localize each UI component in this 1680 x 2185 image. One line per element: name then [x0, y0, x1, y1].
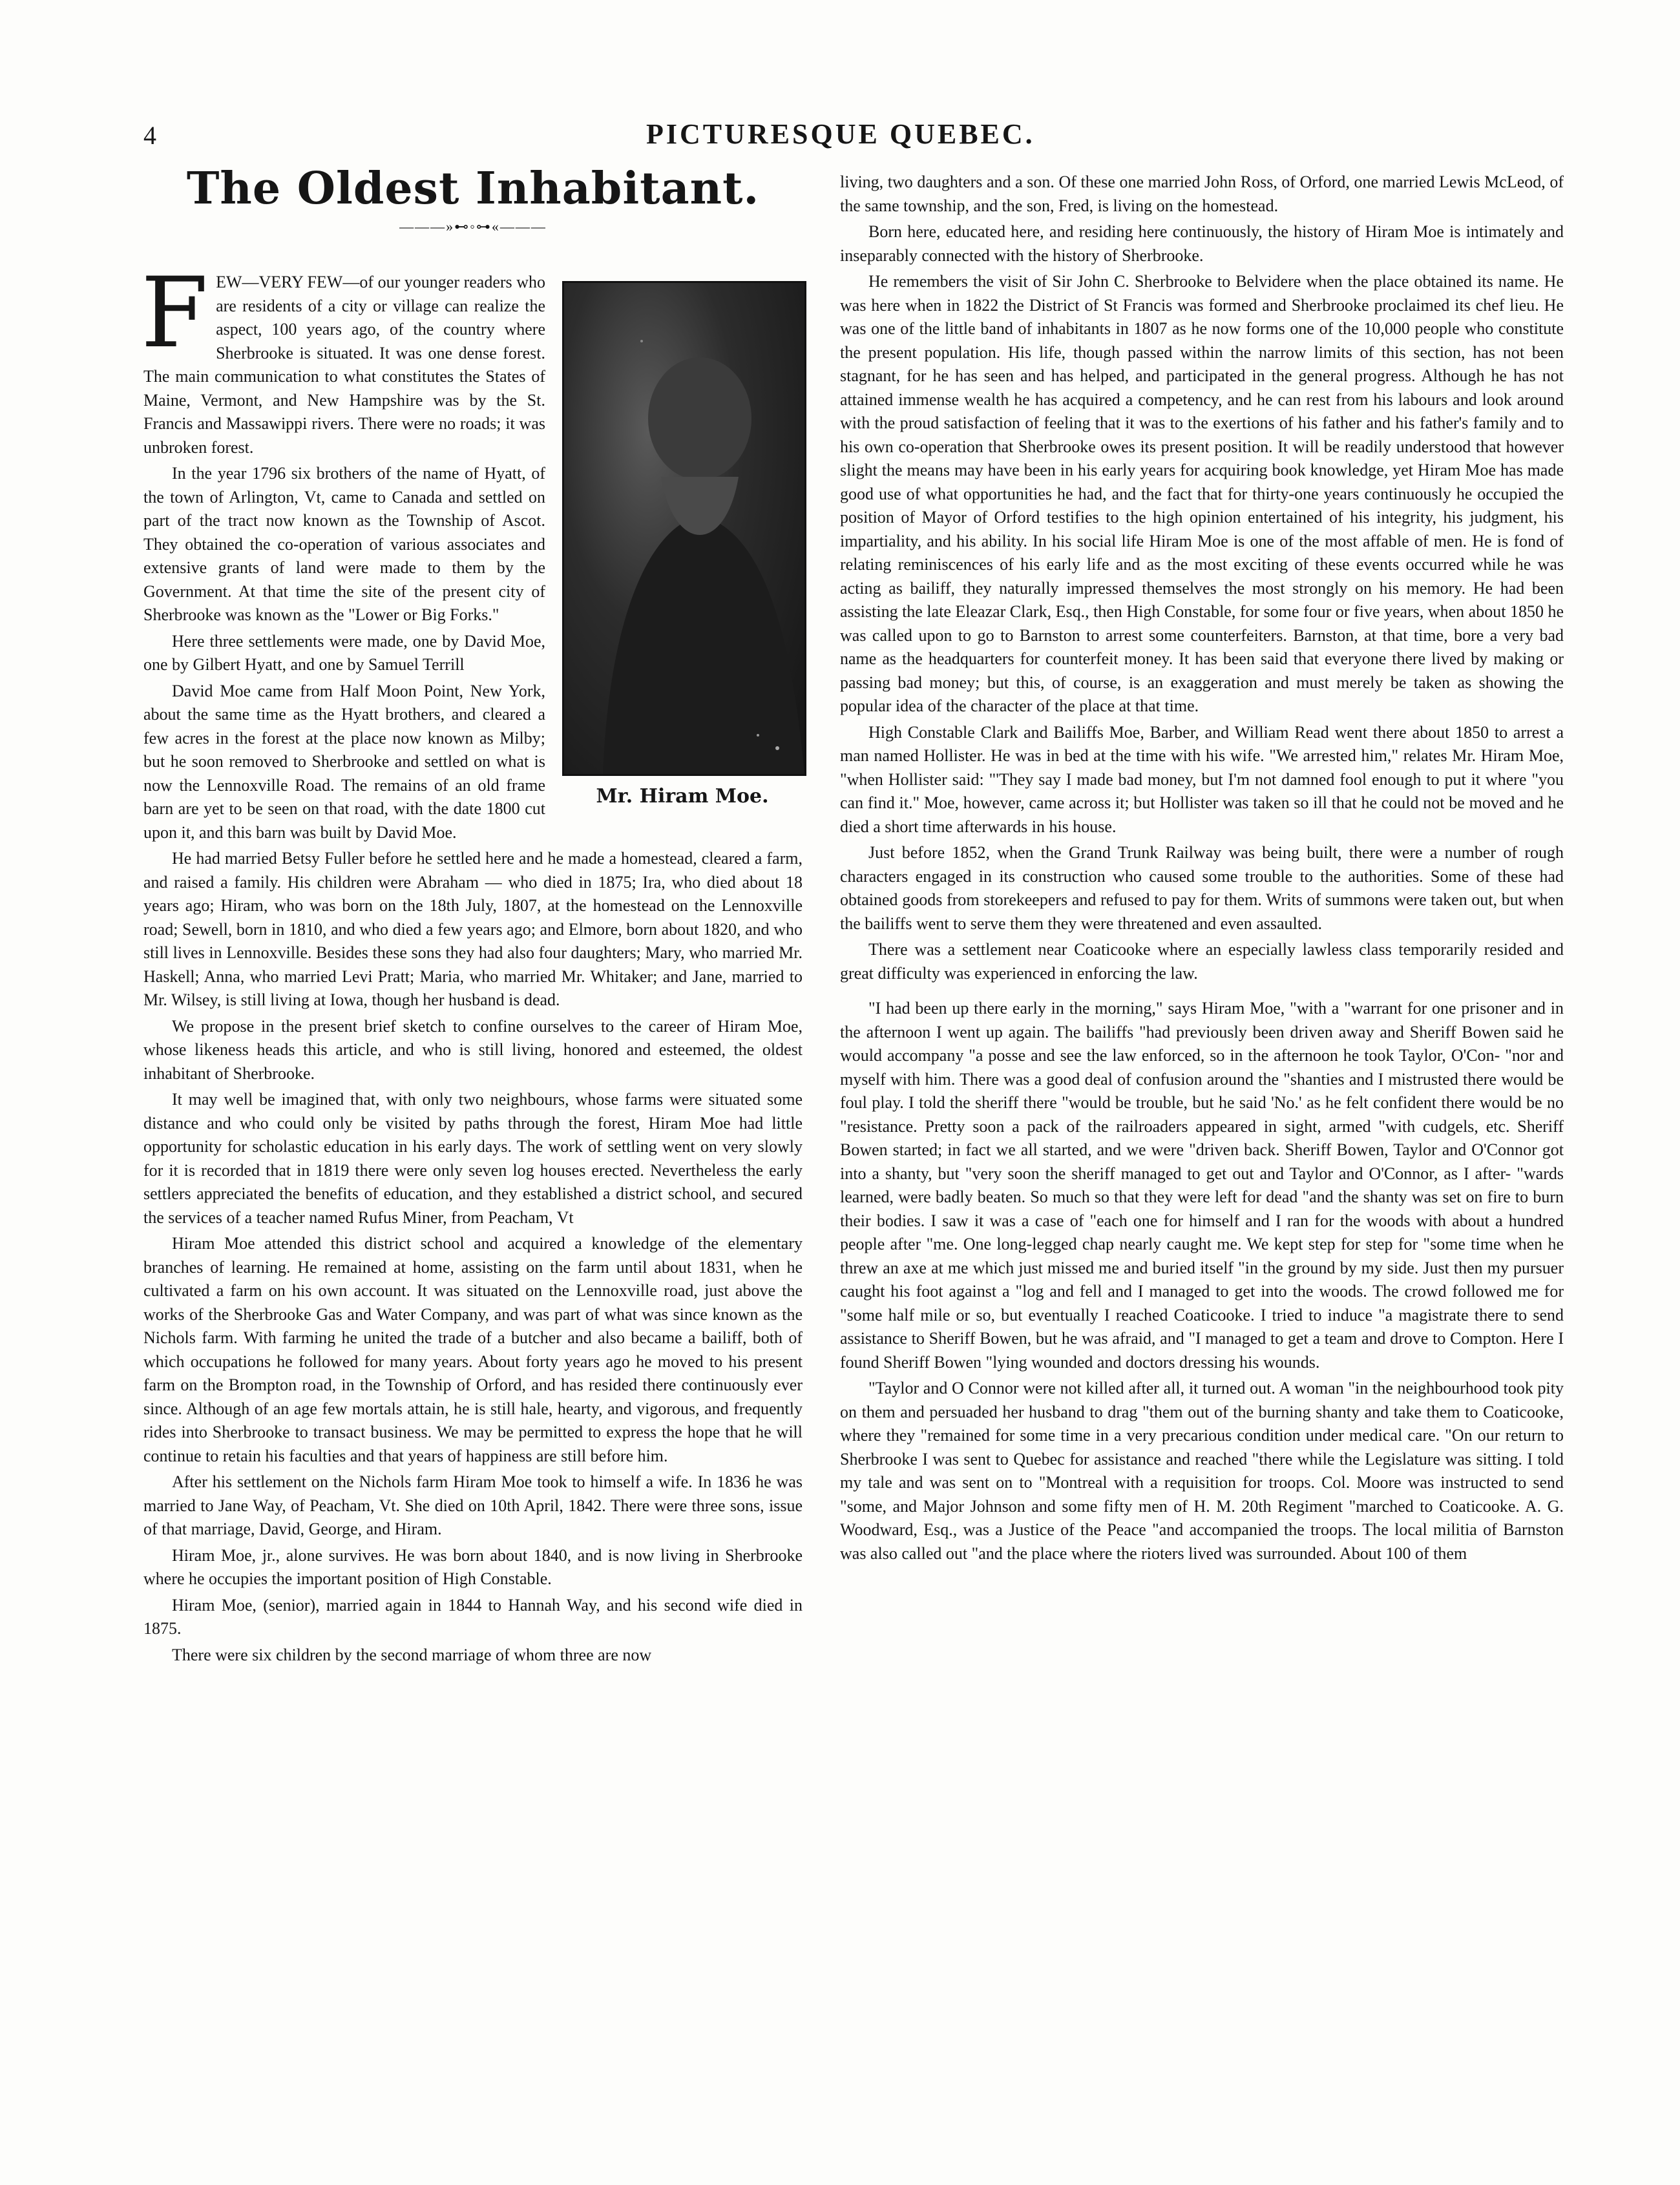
paragraph: Hiram Moe attended this district school and acquired a knowledge of the elementary branches of learning. He remained at home, assisting on the farm until about 1831, when he cultivated a farm on his own account. It was situated on the Lennoxville road, just above the works of the Sherbrooke Gas and Water Company, and was part of what was since known as the Nichols farm. With farming he united the trade of a butcher and also became a bailiff, both of which occupations he followed for many years. About forty years ago he moved to his present farm on the Brompton road, in the Township of Orford, and has resided there continuously ever since. Although of an age few mortals attain, he is still hale, hearty, and vigorous, and frequently rides into Sherbrooke to transact business. We may be permitted to express the hope that he will continue to retain his faculties and that years of happiness are still before him. — [143, 1234, 803, 1465]
left-column — [141, 163, 803, 1669]
paragraph: David Moe came from Half Moon Point, New York, about the same time as the Hyatt brothers, and cleared a few acres in the forest at the place now known as Milby; but he soon removed to Sherbrooke and settled on what is now the Lennoxville Road. The remains of an old frame barn are yet to be seen on that road, with the date 1800 cut upon it, and this barn was built by David Moe. — [143, 681, 545, 842]
drop-cap: F — [141, 257, 209, 370]
paragraph: It may well be imagined that, with only two neighbours, whose farms were situated some distance and who could only be visited by paths through the forest, Hiram Moe had little opportunity for scholastic education in his early days. The work of settling went on very slowly for it is recorded that in 1819 there were only seven log houses erected. Nevertheless the early settlers appreciated the benefits of education, and they established a district school, and secured the services of a teacher named Rufus Miner, from Peacham, Vt — [143, 1090, 803, 1227]
paragraph: High Constable Clark and Bailiffs Moe, Barber, and William Read went there about 1850 to arrest a man named Hollister. He was in bed at the time with his wife. "We arrested him," relates Mr. Hiram Moe, "when Hollister said: "'They say I made bad money, but I'm not damned fool enough to put it where "you can find it." Moe, however, came across it; but Hollister was taken so ill that he could not be moved and he died a short time afterwards in his house. — [840, 722, 1564, 836]
paragraph: living, two daughters and a son. Of these one married John Ross, of Orford, one married Lewis McLeod, of the same township, and the son, Fred, is living on the homestead. — [840, 172, 1564, 215]
title-ornament: ———»⊷◦⊶«——— — [399, 218, 547, 235]
portrait-silhouette — [564, 283, 804, 774]
quote-paragraph: "Taylor and O Connor were not killed after all, it turned out. A woman "in the neighbourhood took pity on them and persuaded her husband to drag "them out of the burning shanty and take them to Coaticooke, where they "remained for some time in a very precarious condition under medical care. "On our return to Sherbrooke I was sent to Quebec for assistance and reached "there while the Legislature was sitting. I told my tale and was sent on to "Montreal with a requisition for troops. Col. Moore was instructed to send "some, and Major Johnson and some fifty men of H. M. 20th Regiment "marched to Coaticooke. A. G. Woodward, Esq., was a Justice of the Peace "and accompanied the troops. The local militia of Barnston was also called out "and the place where the rioters lived was surrounded. About 100 of them — [840, 1379, 1564, 1563]
paragraph: FEW—VERY FEW—of our younger readers who are residents of a city or village can realize the aspect, 100 years ago, of the country where Sherbrooke is situated. It was one dense forest. The main communication to what constitutes the States of Maine, Vermont, and New Hampshire was by the St. Francis and Massawippi rivers. There were no roads; it was unbroken forest. — [141, 257, 545, 457]
paragraph: Here three settlements were made, one by David Moe, one by Gilbert Hyatt, and one by Samuel Terrill — [143, 631, 545, 674]
paragraph: Hiram Moe, (senior), married again in 1844 to Hannah Way, and his second wife died in 1875. — [143, 1595, 803, 1638]
paragraph: We propose in the present brief sketch to confine ourselves to the career of Hiram Moe, whose likeness heads this article, and who is still living, honored and esteemed, the oldest inhabitant of Sherbrooke. — [143, 1016, 803, 1083]
paragraph: In the year 1796 six brothers of the name of Hyatt, of the town of Arlington, Vt, came to Canada and settled on part of the tract now known as the Township of Ascot. They obtained the co-operation of various associates and extensive grants of land were made to them by the Government. At that time the site of the present city of Sherbrooke was known as the "Lower or Big Forks." — [143, 464, 545, 624]
paragraph: After his settlement on the Nichols farm Hiram Moe took to himself a wife. In 1836 he was married to Jane Way, of Peacham, Vt. She died on 10th April, 1842. There were three sons, issue of that marriage, David, George, and Hiram. — [143, 1472, 803, 1538]
portrait-caption: Mr. Hiram Moe. — [596, 785, 769, 808]
paragraph: Hiram Moe, jr., alone survives. He was born about 1840, and is now living in Sherbrooke where he occupies the important position of High Constable. — [143, 1545, 803, 1588]
paragraph: He had married Betsy Fuller before he settled here and he made a homestead, cleared a farm, and raised a family. His children were Abraham — who died in 1875; Ira, who died about 18 years ago; Hiram, who was born on the 18th July, 1807, at the homestead on the Lennoxville road; Sewell, born in 1810, and who died a few years ago; and Elmore, born about 1820, and who still lives in Lennoxville. Besides these sons they had also four daughters; Mary, who married Mr. Haskell; Anna, who married Levi Pratt; Maria, who married Mr. Whitaker; and Jane, married to Mr. Wilsey, is still living at Iowa, though her husband is dead. — [143, 849, 803, 1009]
running-title: PICTURESQUE QUEBEC. — [646, 118, 1035, 150]
paragraph: There were six children by the second marriage of whom three are now — [172, 1645, 652, 1664]
page-number: 4 — [143, 121, 156, 150]
quote-paragraph: "I had been up there early in the morning," says Hiram Moe, "with a "warrant for one prisoner and in the afternoon I went up again. The bailiffs "had previously been driven away and Sheriff Bowen said he would accompany "a posse and see the law enforced, so in the afternoon he took Taylor, O'Con- "nor and myself with him. There was a good deal of confusion around the "shanties and I mistrusted there would be foul play. I told the sheriff there "would be trouble, but he said 'No.' as he felt confident there would be no "resistance. Pretty soon a pack of the railroaders appeared in sight, armed "with cudgels, etc. Sheriff Bowen started; in fact we all started, and we were "driven back. Sheriff Bowen, Taylor and O'Connor got into a shanty, but "very soon the sheriff managed to get out and Taylor and O'Connor, as I after- "wards learned, were badly beaten. So much so that they were left for dead "and the shanty was set on fire to burn their bodies. I saw it was a case of "each one for himself and I ran for the woods with about a hundred people after "me. One long-legged chap nearly caught me. We kept step for step for "some time when he threw an axe at me which just missed me and buried itself "in the ground by my side. Just then my pursuer caught his foot against a "log and fell and I managed to get into the woods. The crowd followed me for "some half mile or so, but eventually I reached Coaticooke. I tried to induce "a magistrate there to send assistance to Sheriff Bowen, but he was afraid, and "I managed to get a team and drove to Compton. Here I found Sheriff Bowen "lying wounded and doctors dressing his wounds. — [840, 999, 1564, 1372]
portrait-photo — [562, 281, 806, 776]
right-column — [840, 171, 1564, 1568]
article-title: The Oldest Inhabitant. — [186, 163, 760, 214]
paragraph: Just before 1852, when the Grand Trunk Railway was being built, there were a number of rough characters engaged in its construction who caused some trouble to the authorities. Some of these had obtained goods from storekeepers and refused to pay for them. Writs of summons were taken out, but when the bailiffs went to serve them they were threatened and even assaulted. — [840, 843, 1564, 933]
paragraph: He remembers the visit of Sir John C. Sherbrooke to Belvidere when the place obtained its name. He was here when in 1822 the District of St Francis was formed and Sherbrooke proclaimed its chef lieu. He was one of the little band of inhabitants in 1807 as he now forms one of the 10,000 people who constitute the present population. His life, though passed within the narrow limits of this section, has not been stagnant, for he has seen and has helped, and participated in the general progress. Although he has not attained immense wealth he has acquired a competency, and he can rest from his labours and look around with the proud satisfaction of feeling that it was to the exertions of his father and his father's family and to his own co-operation that Sherbrooke owes its present position. It will be readily understood that however slight the means may have been in his early years for acquiring book knowledge, yet Hiram Moe has made good use of what opportunities he had, and the fact that for thirty-one years continuously he occupied the position of Mayor of Orford testifies to the high opinion entertained of his integrity, his judgment, his impartiality, and his ability. In his social life Hiram Moe is one of the most affable of men. He is fond of relating reminiscences of his early life and as the most exciting of these events occurred while he was acting as bailiff, they naturally impressed themselves the most strongly on his memory. He had been assisting the late Eleazar Clark, Esq., then High Constable, for some four or five years, when about 1850 he was called upon to go to Barnston to arrest some counterfeiters. Barnston, at that time, bore a very bad name as the headquarters for counterfeit money. It has been said that everyone there lived by making or passing bad money; but this, of course, is an exaggeration and must merely be taken as showing the popular idea of the character of the place at that time. — [840, 272, 1564, 715]
portrait-figure — [562, 281, 803, 809]
paragraph: Born here, educated here, and residing here continuously, the history of Hiram Moe is intimately and inseparably connected with the history of Sherbrooke. — [840, 222, 1564, 265]
paragraph: There was a settlement near Coaticooke where an especially lawless class temporarily resided and great difficulty was experienced in enforcing the law. — [840, 940, 1564, 983]
